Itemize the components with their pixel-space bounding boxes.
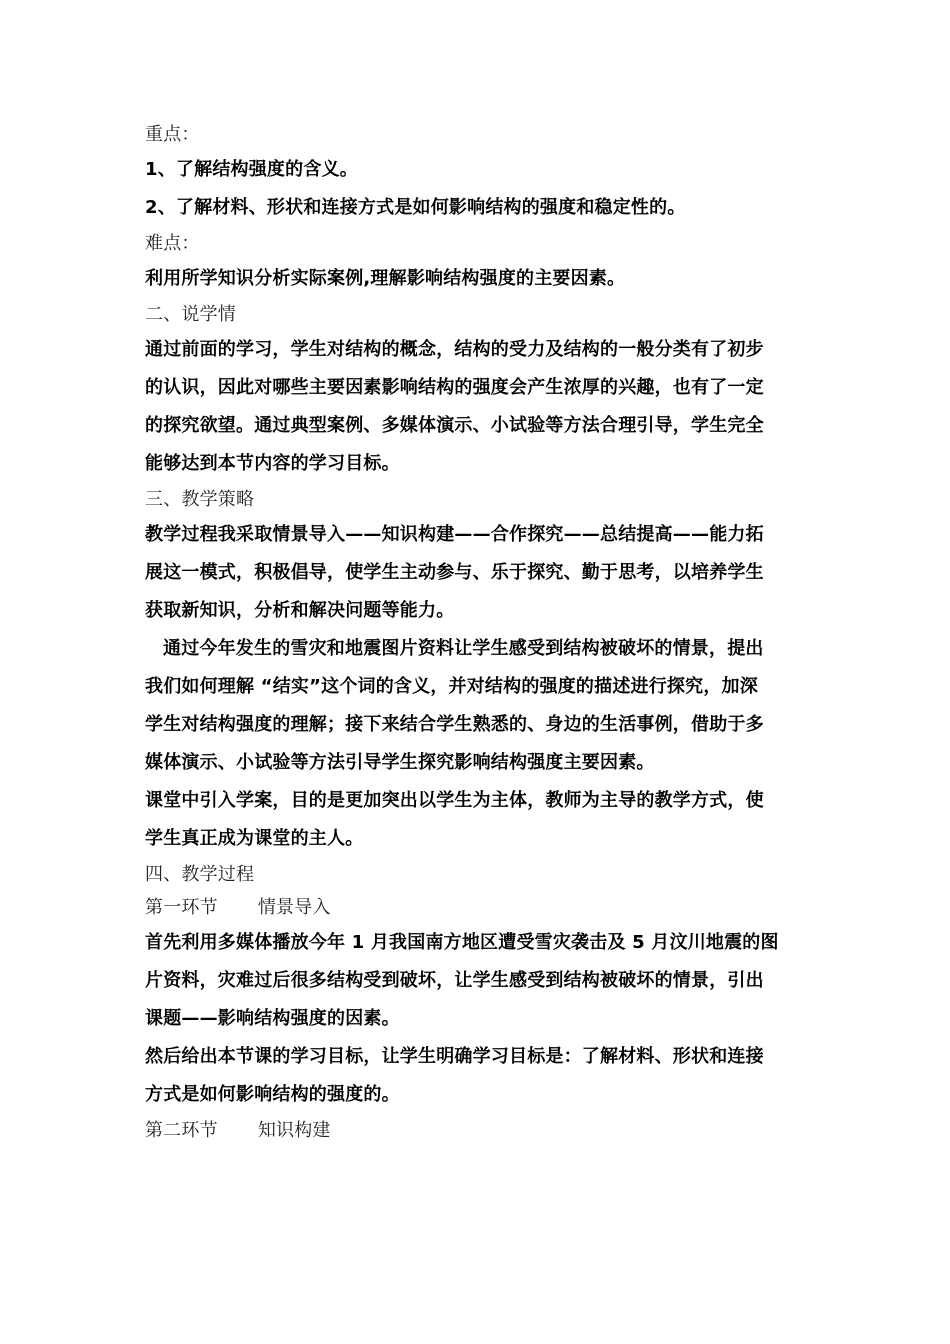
- section-heading-process: 四、教学过程: [145, 864, 255, 885]
- paragraph-line: 学生对结构强度的理解；接下来结合学生熟悉的、身边的生活事例，借助于多: [145, 714, 764, 735]
- section-heading-learning: 二、说学情: [145, 304, 236, 325]
- paragraph-line: 课堂中引入学案，目的是更加突出以学生为主体，教师为主导的教学方式，使: [145, 790, 764, 811]
- paragraph-line: 学生真正成为课堂的主人。: [145, 828, 364, 849]
- paragraph-line: 片资料，灾难过后很多结构受到破坏，让学生感受到结构被破坏的情景，引出: [145, 970, 764, 991]
- step-heading-2: [145, 1114, 810, 1147]
- paragraph-line: 我们如何理解 “结实”这个词的含义，并对结构的强度的描述进行探究，加深: [145, 676, 758, 697]
- paragraph-line: 媒体演示、小试验等方法引导学生探究影响结构强度主要因素。: [145, 752, 655, 773]
- step-label: 第二环节: [145, 1120, 218, 1141]
- paragraph-strategy-3: [145, 782, 810, 858]
- document-page: [145, 118, 810, 1147]
- paragraph-line: 然后给出本节课的学习目标，让学生明确学习目标是：了解材料、形状和连接: [145, 1046, 764, 1067]
- paragraph-line: 课题——影响结构强度的因素。: [145, 1008, 400, 1029]
- difficulty-text: 利用所学知识分析实际案例,理解影响结构强度的主要因素。: [145, 268, 626, 289]
- difficulty-heading: 难点：: [145, 233, 200, 254]
- paragraph-line: 教学过程我采取情景导入——知识构建——合作探究——总结提高——能力拓: [145, 524, 764, 545]
- paragraph-line: 的认识，因此对哪些主要因素影响结构的强度会产生浓厚的兴趣，也有了一定: [145, 377, 764, 398]
- paragraph-line: 展这一模式，积极倡导，使学生主动参与、乐于探究、勤于思考，以培养学生: [145, 562, 764, 583]
- focus-item-1: 1、了解结构强度的含义。: [145, 159, 358, 180]
- paragraph-step1-1: [145, 924, 810, 1038]
- step-heading-1: [145, 891, 810, 924]
- step-title: 情景导入: [257, 897, 331, 918]
- paragraph-line: 通过前面的学习，学生对结构的概念，结构的受力及结构的一般分类有了初步: [145, 339, 764, 360]
- paragraph-step1-2: [145, 1038, 810, 1114]
- paragraph-line: 首先利用多媒体播放今年 1 月我国南方地区遭受雪灾袭击及 5 月汶川地震的图: [145, 932, 779, 953]
- paragraph-line: 通过今年发生的雪灾和地震图片资料让学生感受到结构被破坏的情景，提出: [163, 638, 764, 659]
- paragraph-line: 获取新知识，分析和解决问题等能力。: [145, 600, 455, 621]
- section-heading-strategy: 三、教学策略: [145, 489, 255, 510]
- focus-item-2: 2、了解材料、形状和连接方式是如何影响结构的强度和稳定性的。: [145, 197, 686, 218]
- paragraph-strategy-1: [145, 516, 810, 630]
- step-label: 第一环节: [145, 897, 218, 918]
- paragraph-line: 能够达到本节内容的学习目标。: [145, 453, 400, 474]
- step-title: 知识构建: [257, 1120, 331, 1141]
- paragraph-line: 方式是如何影响结构的强度的。: [145, 1084, 400, 1105]
- focus-heading: 重点：: [145, 124, 200, 145]
- paragraph-line: 的探究欲望。通过典型案例、多媒体演示、小试验等方法合理引导，学生完全: [145, 415, 764, 436]
- paragraph-strategy-2: [145, 630, 810, 782]
- paragraph-learning: [145, 331, 810, 483]
